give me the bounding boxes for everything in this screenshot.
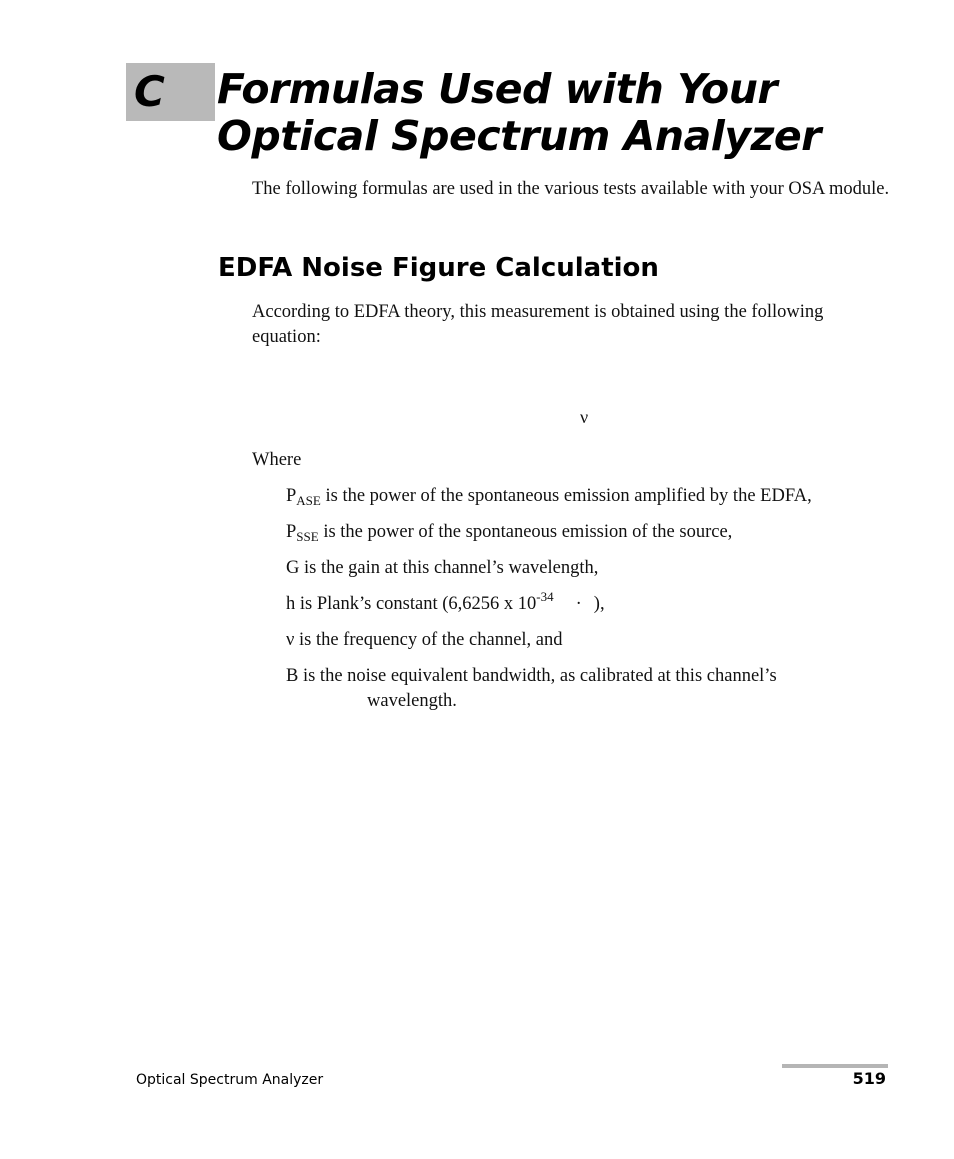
pase-subscript: ASE xyxy=(296,493,321,508)
footer-rule xyxy=(782,1064,888,1068)
pase-p: P xyxy=(286,486,297,506)
planck-text: h is Plank’s constant (6,6256 x 10 xyxy=(286,594,537,614)
definition-pase xyxy=(286,484,896,509)
pase-text: is the power of the spontaneous emission amplified by the EDFA, xyxy=(320,486,812,506)
chapter-letter: C xyxy=(134,67,165,116)
equation-nu-symbol: ν xyxy=(580,407,589,427)
chapter-title-line-2: Optical Spectrum Analyzer xyxy=(217,112,821,160)
where-label: Where xyxy=(252,450,302,470)
footer-title: Optical Spectrum Analyzer xyxy=(136,1072,324,1088)
chapter-title-line-1: Formulas Used with Your xyxy=(217,65,778,113)
definition-gain: G is the gain at this channel’s wavelength, xyxy=(286,558,599,578)
section-intro-paragraph: According to EDFA theory, this measurement is obtained using the following equation: xyxy=(252,302,824,347)
section-heading: EDFA Noise Figure Calculation xyxy=(218,253,659,283)
bandwidth-line-2: wavelength. xyxy=(367,691,457,711)
bandwidth-line-1: B is the noise equivalent bandwidth, as calibrated at this channel’s xyxy=(286,666,777,686)
definition-frequency: ν is the frequency of the channel, and xyxy=(286,630,563,650)
definition-planck xyxy=(286,589,896,617)
planck-end: ), xyxy=(593,594,605,614)
planck-exponent: -34 xyxy=(536,589,554,604)
planck-dot: · xyxy=(575,594,582,614)
page-number: 519 xyxy=(852,1069,886,1088)
psse-p: P xyxy=(286,522,297,542)
psse-subscript: SSE xyxy=(296,529,319,544)
chapter-title xyxy=(217,66,917,160)
intro-paragraph: The following formulas are used in the various tests available with your OSA module. xyxy=(252,179,890,199)
definition-psse xyxy=(286,520,896,545)
psse-text: is the power of the spontaneous emission of the source, xyxy=(318,522,733,542)
definition-bandwidth xyxy=(286,664,896,714)
